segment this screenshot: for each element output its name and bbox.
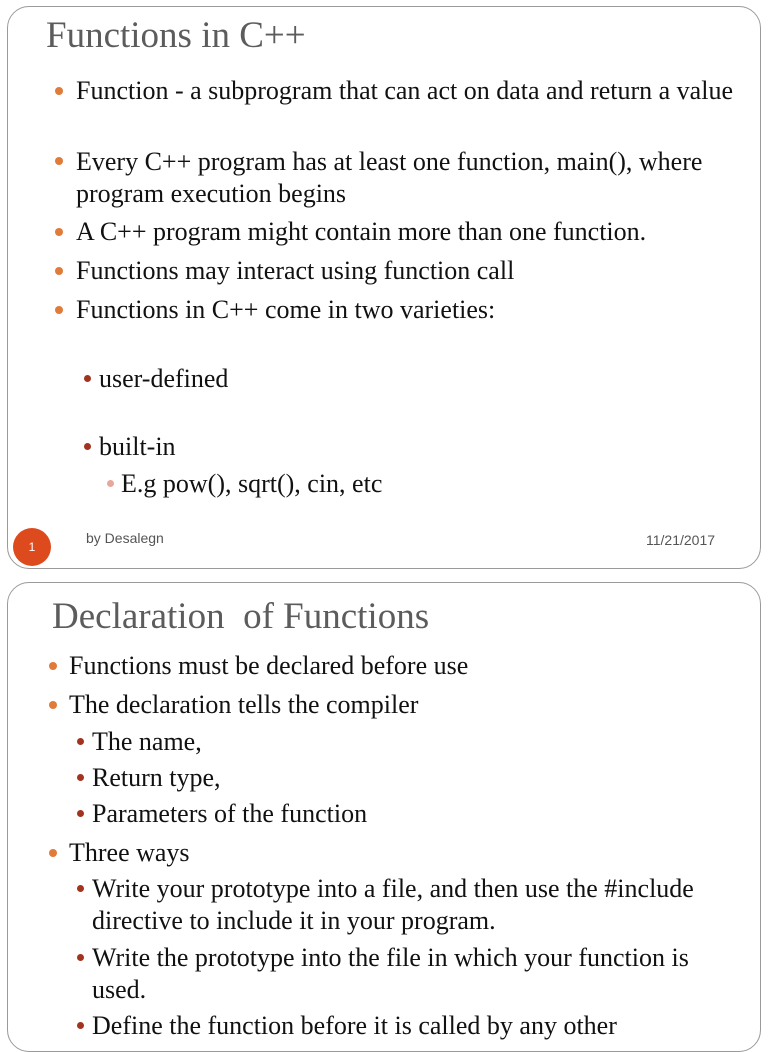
bullet-text: A C++ program might contain more than one function. (76, 217, 647, 246)
slide-title: Functions in C++ (46, 15, 306, 56)
sub-bullet-text: built-in (99, 432, 176, 461)
sub-bullet-text: Write the prototype into the file in which your function is used. (92, 943, 689, 1004)
footer-author: by Desalegn (86, 530, 164, 546)
bullet-text: Every C++ program has at least one function, main(), where program execution begins (76, 147, 703, 208)
sub-bullet-text: Parameters of the function (92, 799, 368, 828)
bullet-text: Functions in C++ come in two varieties: (76, 295, 496, 324)
slide-1 (7, 6, 761, 569)
sub-bullet-dot (77, 1022, 84, 1029)
bullet-text: The declaration tells the compiler (69, 690, 419, 719)
bullet-text: Functions may interact using function call (76, 256, 515, 285)
sub-bullet-text: Define the function before it is called by any other (92, 1011, 617, 1040)
slide-number-badge: 1 (13, 528, 51, 566)
sub-bullet-dot (84, 375, 91, 382)
sub-bullet-dot (84, 443, 91, 450)
bullet-dot (49, 849, 57, 857)
bullet-dot (55, 306, 63, 314)
bullet-dot (55, 157, 63, 165)
bullet-dot (55, 267, 63, 275)
sub-bullet-dot (77, 774, 84, 781)
bullet-dot (55, 228, 63, 236)
bullet-text: Three ways (69, 838, 190, 867)
slide-title: Declaration of Functions (52, 596, 430, 637)
sub-sub-bullet-text: E.g pow(), sqrt(), cin, etc (121, 469, 383, 498)
sub-bullet-text: Write your prototype into a file, and then use the #include directive to include it in your program. (92, 874, 694, 935)
sub-bullet-dot (77, 738, 84, 745)
sub-bullet-text: Return type, (92, 763, 221, 792)
sub-bullet-text: The name, (92, 727, 202, 756)
sub-bullet-text: user-defined (99, 364, 229, 393)
bullet-text: Functions must be declared before use (69, 651, 469, 680)
bullet-dot (49, 662, 57, 670)
footer-date: 11/21/2017 (646, 532, 716, 548)
sub-bullet-dot (77, 954, 84, 961)
bullet-text: Function - a subprogram that can act on data and return a value (76, 76, 733, 105)
sub-sub-bullet-dot (107, 480, 114, 487)
slide-2 (7, 582, 761, 1052)
bullet-dot (49, 701, 57, 709)
sub-bullet-dot (77, 885, 84, 892)
bullet-dot (55, 87, 63, 95)
sub-bullet-dot (77, 810, 84, 817)
